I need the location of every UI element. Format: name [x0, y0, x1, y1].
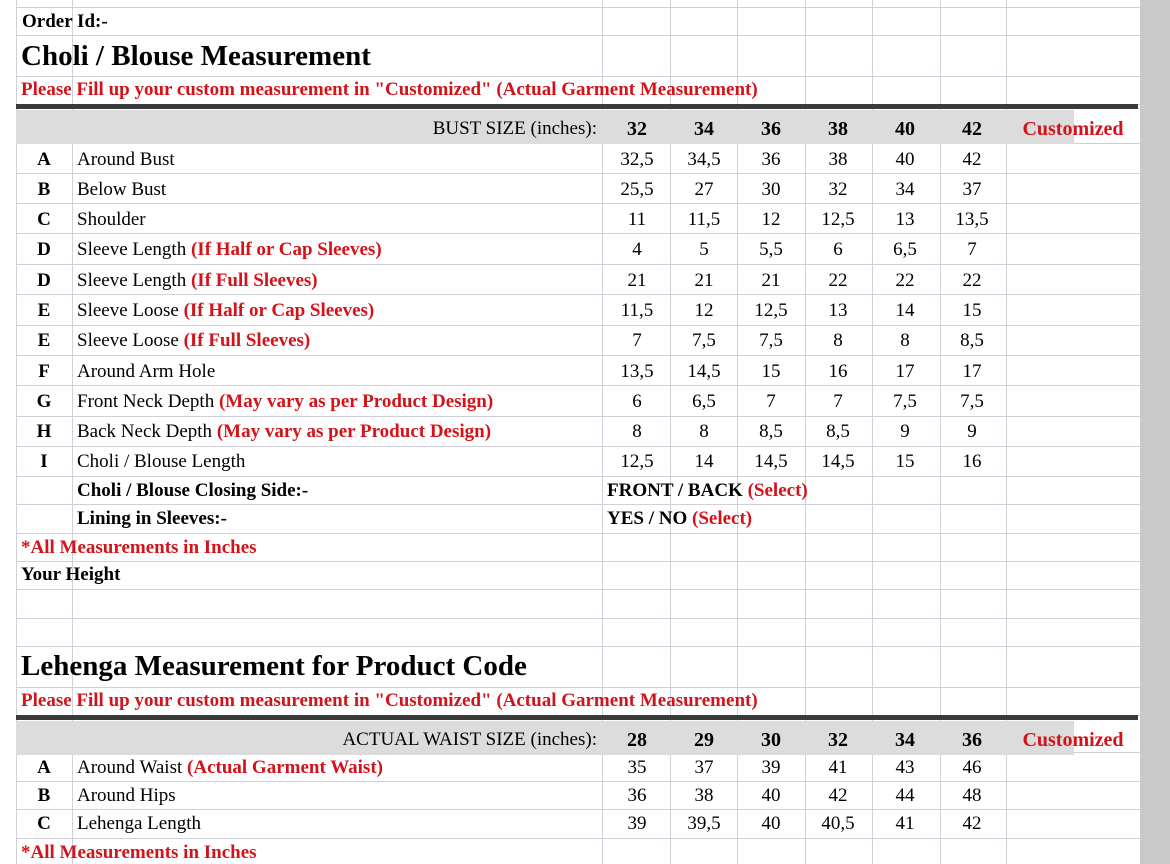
- measurement-cell: 11,5: [620, 300, 654, 321]
- measurement-cell: 40: [761, 813, 781, 834]
- measurement-cell: 17: [895, 361, 915, 382]
- customized-input-cell[interactable]: [1007, 752, 1139, 781]
- measurement-cell: 22: [895, 270, 915, 291]
- customized-input-cell[interactable]: [1007, 144, 1139, 173]
- row-label: [77, 210, 146, 229]
- choli-subtitle: Please Fill up your custom measurement in "Customized" (Actual Garment Measurement): [21, 79, 758, 100]
- measurement-cell: 17: [962, 361, 982, 382]
- size-column-header: 42: [962, 118, 982, 140]
- measurement-cell: 39: [627, 813, 647, 834]
- row-label-text: Around Hips: [77, 785, 176, 806]
- row-label: [77, 362, 215, 381]
- customized-input-cell[interactable]: [1007, 325, 1139, 354]
- header-cell-bg: [16, 110, 72, 144]
- measurement-cell: 36: [627, 785, 647, 806]
- measurement-cell: 5,5: [759, 239, 783, 260]
- lining-select[interactable]: (Select): [692, 508, 753, 529]
- row-label-note: (If Full Sleeves): [190, 270, 318, 291]
- lehenga-units-note: *All Measurements in Inches: [21, 842, 257, 863]
- measurement-cell: 8,5: [759, 421, 783, 442]
- row-letter: F: [38, 361, 50, 382]
- row-label-note: (May vary as per Product Design): [216, 421, 492, 442]
- row-letter: D: [37, 270, 51, 291]
- measurement-cell: 14: [694, 451, 714, 472]
- measurement-cell: 8: [833, 330, 843, 351]
- header-cell-bg: [16, 721, 72, 755]
- row-label-text: Lehenga Length: [77, 813, 201, 834]
- measurement-cell: 12,5: [821, 209, 855, 230]
- lehenga-title: Lehenga Measurement for Product Code: [21, 650, 527, 682]
- measurement-cell: 32: [828, 179, 848, 200]
- measurement-cell: 39,5: [687, 813, 721, 834]
- measurement-cell: 6,5: [692, 391, 716, 412]
- measurement-cell: 34,5: [687, 149, 721, 170]
- row-label-text: Around Waist: [77, 757, 188, 778]
- closing-side-options: FRONT / BACK: [607, 480, 748, 501]
- measurement-cell: 8: [632, 421, 642, 442]
- size-column-header: 29: [694, 729, 714, 751]
- measurement-cell: 12,5: [620, 451, 654, 472]
- choli-header-bar: [16, 104, 1138, 109]
- row-label: [77, 422, 491, 441]
- measurement-cell: 4: [632, 239, 642, 260]
- measurement-cell: 9: [900, 421, 910, 442]
- measurement-cell: 8,5: [960, 330, 984, 351]
- customized-input-cell[interactable]: [1007, 295, 1139, 324]
- row-label: [77, 392, 493, 411]
- measurement-cell: 41: [828, 757, 848, 778]
- row-label-note: (If Half or Cap Sleeves): [183, 300, 375, 321]
- customized-input-cell[interactable]: [1007, 234, 1139, 263]
- row-letter: B: [37, 785, 51, 806]
- measurement-cell: 8: [900, 330, 910, 351]
- measurement-cell: 39: [761, 757, 781, 778]
- measurement-cell: 42: [828, 785, 848, 806]
- size-column-header: 38: [828, 118, 848, 140]
- measurement-cell: 7,5: [893, 391, 917, 412]
- row-label-note: (If Full Sleeves): [183, 330, 311, 351]
- measurement-cell: 44: [895, 785, 915, 806]
- lehenga-header-bar: [16, 715, 1138, 720]
- measurement-cell: 13,5: [955, 209, 989, 230]
- measurement-cell: 6,5: [893, 239, 917, 260]
- lehenga-subtitle: Please Fill up your custom measurement in "Customized" (Actual Garment Measurement): [21, 690, 758, 711]
- customized-input-cell[interactable]: [1007, 265, 1139, 294]
- measurement-cell: 37: [962, 179, 982, 200]
- measurement-cell: 7,5: [759, 330, 783, 351]
- row-label-text: Sleeve Loose: [77, 300, 184, 321]
- measurement-cell: 8: [699, 421, 709, 442]
- customized-column-header: Customized: [1022, 118, 1124, 140]
- measurement-cell: 5: [699, 239, 709, 260]
- measurement-cell: 35: [627, 757, 647, 778]
- measurement-cell: 12: [761, 209, 781, 230]
- row-label-text: Sleeve Length: [77, 239, 191, 260]
- closing-side-value[interactable]: [607, 481, 808, 500]
- row-label-text: Around Bust: [77, 149, 175, 170]
- measurement-cell: 12,5: [754, 300, 788, 321]
- row-label-text: Below Bust: [77, 179, 167, 200]
- measurement-cell: 41: [895, 813, 915, 834]
- row-label-text: Shoulder: [77, 209, 146, 230]
- measurement-cell: 42: [962, 149, 982, 170]
- measurement-cell: 42: [962, 813, 982, 834]
- measurement-cell: 38: [694, 785, 714, 806]
- row-letter: C: [37, 813, 51, 834]
- lining-sleeves-value[interactable]: [607, 509, 752, 528]
- row-letter: C: [37, 209, 51, 230]
- size-column-header: 28: [627, 729, 647, 751]
- row-letter: I: [40, 451, 48, 472]
- measurement-cell: 40: [895, 149, 915, 170]
- measurement-cell: 11,5: [687, 209, 721, 230]
- measurement-cell: 7: [967, 239, 977, 260]
- measurement-cell: 8,5: [826, 421, 850, 442]
- measurement-cell: 22: [962, 270, 982, 291]
- row-label-text: Choli / Blouse Length: [77, 451, 246, 472]
- row-letter: B: [37, 179, 51, 200]
- measurement-cell: 14,5: [687, 361, 721, 382]
- measurement-cell: 13,5: [620, 361, 654, 382]
- customized-input-cell[interactable]: [1007, 386, 1139, 415]
- measurement-cell: 15: [761, 361, 781, 382]
- measurement-cell: 34: [895, 179, 915, 200]
- measurement-cell: 27: [694, 179, 714, 200]
- measurement-cell: 7: [766, 391, 776, 412]
- customized-input-cell[interactable]: [1007, 808, 1139, 837]
- row-label-text: Around Arm Hole: [77, 361, 216, 382]
- measurement-cell: 15: [962, 300, 982, 321]
- row-label-text: Back Neck Depth: [77, 421, 217, 442]
- measurement-cell: 7: [632, 330, 642, 351]
- size-column-header: 36: [962, 729, 982, 751]
- size-header-label: BUST SIZE (inches):: [432, 118, 597, 139]
- size-header-label: ACTUAL WAIST SIZE (inches):: [342, 729, 597, 750]
- customized-input-cell[interactable]: [1007, 174, 1139, 203]
- measurement-cell: 21: [694, 270, 714, 291]
- measurement-cell: 46: [962, 757, 982, 778]
- row-label: [77, 814, 201, 833]
- measurement-cell: 38: [828, 149, 848, 170]
- row-label: [77, 758, 383, 777]
- size-column-header: 40: [895, 118, 915, 140]
- size-column-header: 32: [627, 118, 647, 140]
- size-column-header: 30: [761, 729, 781, 751]
- measurement-cell: 30: [761, 179, 781, 200]
- customized-input-cell[interactable]: [1007, 780, 1139, 809]
- measurement-cell: 43: [895, 757, 915, 778]
- row-label: [77, 331, 310, 350]
- row-letter: E: [37, 300, 51, 321]
- measurement-cell: 9: [967, 421, 977, 442]
- measurement-cell: 37: [694, 757, 714, 778]
- choli-title: Choli / Blouse Measurement: [21, 40, 371, 72]
- measurement-cell: 36: [761, 149, 781, 170]
- measurement-cell: 13: [895, 209, 915, 230]
- measurement-cell: 22: [828, 270, 848, 291]
- row-label-note: (If Half or Cap Sleeves): [190, 239, 382, 260]
- row-label: [77, 271, 318, 290]
- customized-input-cell[interactable]: [1007, 416, 1139, 445]
- measurement-cell: 16: [828, 361, 848, 382]
- customized-column-header: Customized: [1022, 729, 1124, 751]
- choli-units-note: *All Measurements in Inches: [21, 537, 257, 558]
- row-label-note: (May vary as per Product Design): [218, 391, 494, 412]
- measurement-cell: 7,5: [692, 330, 716, 351]
- lining-sleeves-label: Lining in Sleeves:-: [77, 508, 227, 529]
- measurement-cell: 21: [761, 270, 781, 291]
- row-letter: E: [37, 330, 51, 351]
- closing-side-label: Choli / Blouse Closing Side:-: [77, 480, 309, 501]
- measurement-cell: 6: [632, 391, 642, 412]
- row-letter: G: [36, 391, 52, 412]
- measurement-cell: 14: [895, 300, 915, 321]
- measurement-cell: 21: [627, 270, 647, 291]
- measurement-cell: 14,5: [754, 451, 788, 472]
- row-letter: A: [37, 149, 51, 170]
- measurement-cell: 12: [694, 300, 714, 321]
- row-label: [77, 180, 166, 199]
- measurement-cell: 11: [627, 209, 647, 230]
- row-letter: A: [37, 757, 51, 778]
- window-edge: [1140, 0, 1170, 864]
- measurement-cell: 7: [833, 391, 843, 412]
- closing-side-select[interactable]: (Select): [747, 480, 808, 501]
- measurement-cell: 15: [895, 451, 915, 472]
- order-id-label: Order Id:-: [22, 11, 108, 32]
- size-column-header: 34: [694, 118, 714, 140]
- your-height-label: Your Height: [21, 564, 121, 585]
- row-label: [77, 301, 374, 320]
- measurement-cell: 14,5: [821, 451, 855, 472]
- customized-input-cell[interactable]: [1007, 356, 1139, 385]
- row-label-note: (Actual Garment Waist): [187, 757, 383, 778]
- measurement-cell: 16: [962, 451, 982, 472]
- lining-options: YES / NO: [607, 508, 692, 529]
- row-letter: D: [37, 239, 51, 260]
- row-label-text: Sleeve Loose: [77, 330, 184, 351]
- measurement-cell: 40: [761, 785, 781, 806]
- row-letter: H: [36, 421, 52, 442]
- customized-input-cell[interactable]: [1007, 446, 1139, 475]
- measurement-cell: 13: [828, 300, 848, 321]
- row-label: [77, 786, 176, 805]
- measurement-cell: 6: [833, 239, 843, 260]
- size-column-header: 34: [895, 729, 915, 751]
- row-label: [77, 150, 175, 169]
- row-label-text: Front Neck Depth: [77, 391, 219, 412]
- row-label: [77, 240, 382, 259]
- measurement-cell: 25,5: [620, 179, 654, 200]
- size-column-header: 36: [761, 118, 781, 140]
- customized-input-cell[interactable]: [1007, 204, 1139, 233]
- size-column-header: 32: [828, 729, 848, 751]
- measurement-cell: 48: [962, 785, 982, 806]
- measurement-cell: 32,5: [620, 149, 654, 170]
- row-label-text: Sleeve Length: [77, 270, 191, 291]
- row-label: [77, 452, 245, 471]
- measurement-cell: 7,5: [960, 391, 984, 412]
- measurement-cell: 40,5: [821, 813, 855, 834]
